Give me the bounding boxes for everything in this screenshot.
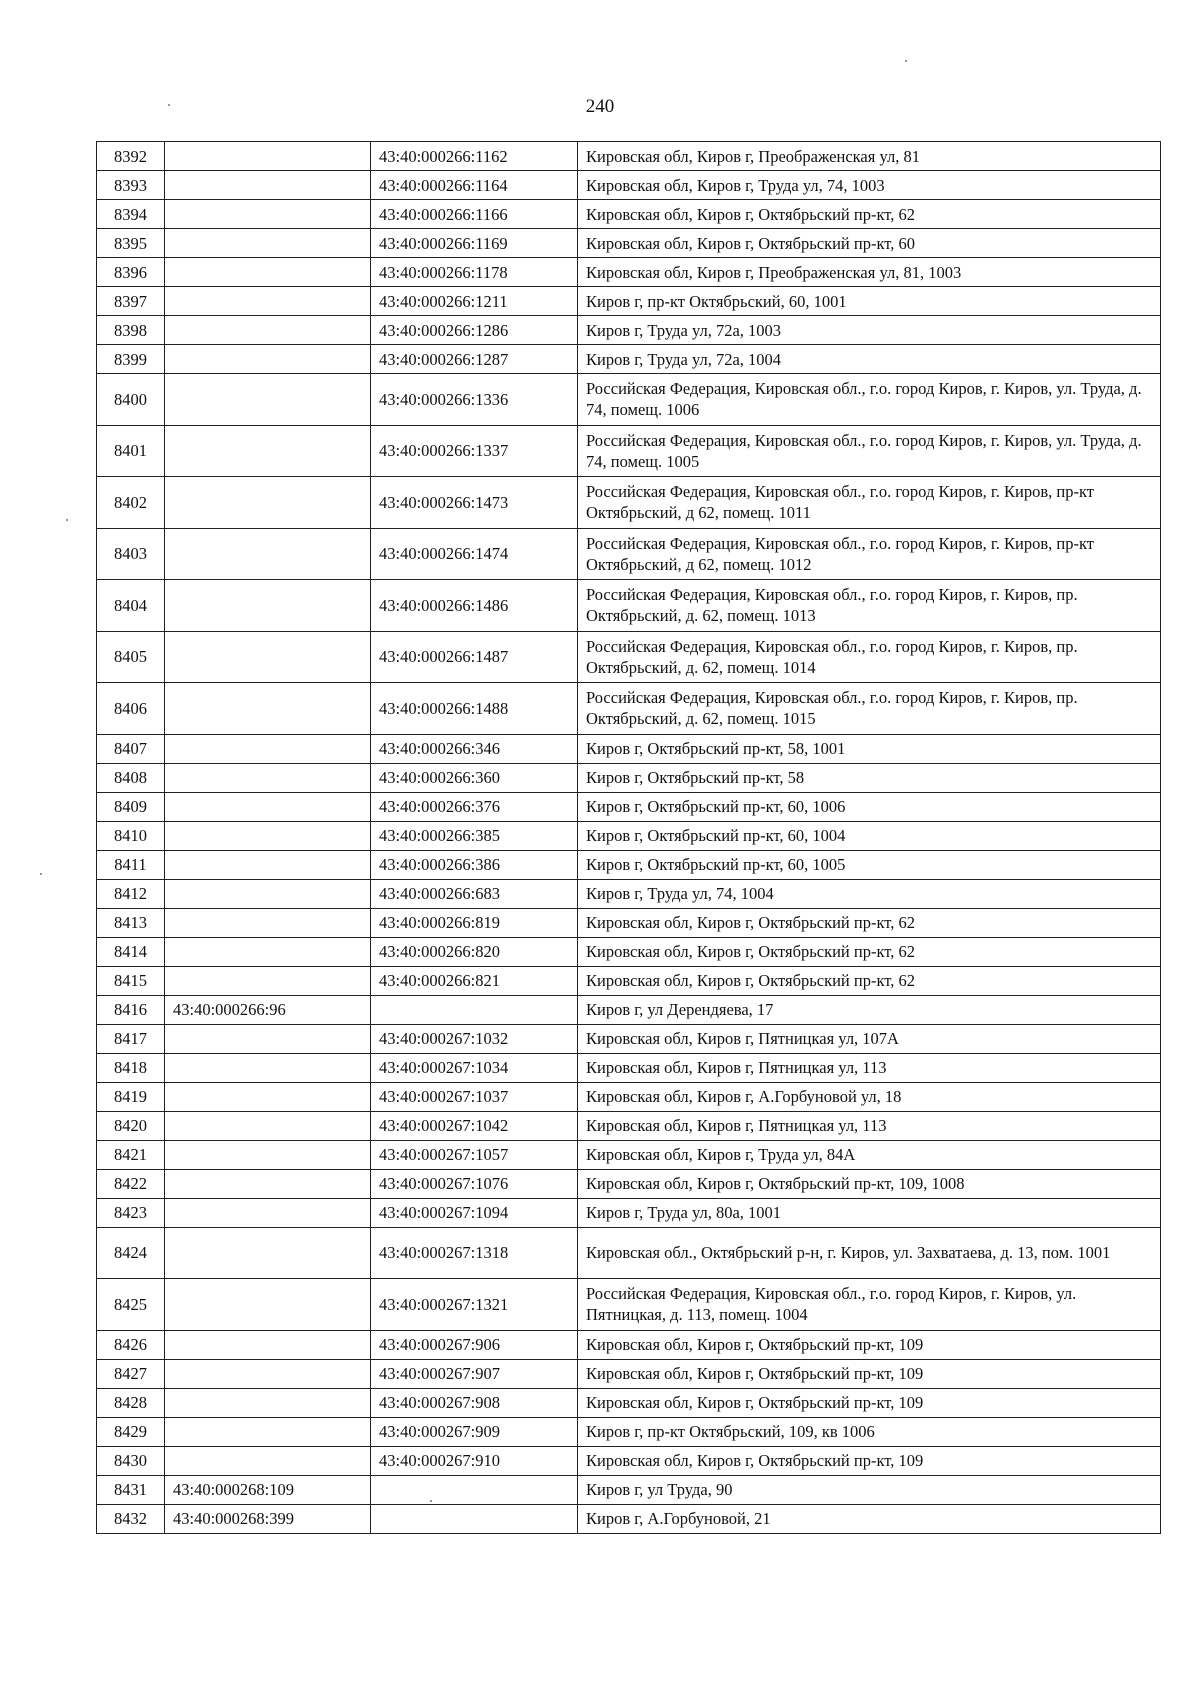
cadastral-number-cell: 43:40:000266:821	[371, 966, 578, 995]
address-cell: Киров г, ул Труда, 90	[578, 1475, 1161, 1504]
table-row	[97, 1475, 1161, 1504]
cadastral-number-cell: 43:40:000267:1318	[371, 1227, 578, 1279]
address-cell: Российская Федерация, Кировская обл., г.о. город Киров, г. Киров, пр. Октябрьский, д. 62, помещ. 1013	[578, 580, 1161, 632]
table-row	[97, 631, 1161, 683]
row-number-cell: 8424	[97, 1227, 165, 1279]
cadastral-number-cell: 43:40:000266:1336	[371, 374, 578, 426]
address-cell: Российская Федерация, Кировская обл., г.о. город Киров, г. Киров, ул. Труда, д. 74, помещ. 1005	[578, 425, 1161, 477]
land-plot-number-cell	[165, 142, 371, 171]
row-number-cell: 8395	[97, 229, 165, 258]
address-cell: Российская Федерация, Кировская обл., г.о. город Киров, г. Киров, ул. Труда, д. 74, помещ. 1006	[578, 374, 1161, 426]
land-plot-number-cell: 43:40:000268:399	[165, 1504, 371, 1533]
row-number-cell: 8418	[97, 1053, 165, 1082]
land-plot-number-cell	[165, 1111, 371, 1140]
row-number-cell: 8410	[97, 821, 165, 850]
table-row	[97, 1169, 1161, 1198]
address-cell: Кировская обл, Киров г, Октябрьский пр-кт, 62	[578, 908, 1161, 937]
cadastral-number-cell: 43:40:000266:1473	[371, 477, 578, 529]
row-number-cell: 8400	[97, 374, 165, 426]
address-cell: Киров г, пр-кт Октябрьский, 60, 1001	[578, 287, 1161, 316]
row-number-cell: 8425	[97, 1279, 165, 1331]
cadastral-number-cell: 43:40:000266:346	[371, 734, 578, 763]
scan-speck	[168, 104, 170, 106]
cadastral-number-cell: 43:40:000266:376	[371, 792, 578, 821]
table-row	[97, 683, 1161, 735]
land-plot-number-cell: 43:40:000268:109	[165, 1475, 371, 1504]
table-row	[97, 908, 1161, 937]
table-row	[97, 1359, 1161, 1388]
table-row	[97, 1417, 1161, 1446]
table-row	[97, 200, 1161, 229]
row-number-cell: 8421	[97, 1140, 165, 1169]
land-plot-number-cell	[165, 580, 371, 632]
cadastral-number-cell: 43:40:000266:1211	[371, 287, 578, 316]
land-plot-number-cell	[165, 879, 371, 908]
land-plot-number-cell	[165, 821, 371, 850]
land-plot-number-cell	[165, 631, 371, 683]
cadastral-number-cell: 43:40:000266:1486	[371, 580, 578, 632]
address-cell: Кировская обл, Киров г, Октябрьский пр-кт, 109, 1008	[578, 1169, 1161, 1198]
cadastral-number-cell: 43:40:000266:1474	[371, 528, 578, 580]
cadastral-number-cell: 43:40:000267:1032	[371, 1024, 578, 1053]
table-row	[97, 734, 1161, 763]
address-cell: Кировская обл, Киров г, А.Горбуновой ул, 18	[578, 1082, 1161, 1111]
scan-speck	[905, 60, 907, 62]
cadastral-number-cell: 43:40:000267:1042	[371, 1111, 578, 1140]
address-cell: Киров г, Октябрьский пр-кт, 60, 1006	[578, 792, 1161, 821]
address-cell: Киров г, Октябрьский пр-кт, 60, 1005	[578, 850, 1161, 879]
land-plot-number-cell	[165, 528, 371, 580]
address-cell: Киров г, Труда ул, 72а, 1004	[578, 345, 1161, 374]
table-row	[97, 1140, 1161, 1169]
cadastral-number-cell: 43:40:000266:1164	[371, 171, 578, 200]
land-plot-number-cell	[165, 1330, 371, 1359]
address-cell: Кировская обл, Киров г, Октябрьский пр-кт, 60	[578, 229, 1161, 258]
cadastral-number-cell: 43:40:000266:1162	[371, 142, 578, 171]
row-number-cell: 8392	[97, 142, 165, 171]
row-number-cell: 8394	[97, 200, 165, 229]
address-cell: Киров г, Октябрьский пр-кт, 60, 1004	[578, 821, 1161, 850]
address-cell: Кировская обл, Киров г, Октябрьский пр-кт, 62	[578, 937, 1161, 966]
cadastral-number-cell: 43:40:000266:360	[371, 763, 578, 792]
table-row	[97, 258, 1161, 287]
land-plot-number-cell	[165, 763, 371, 792]
row-number-cell: 8423	[97, 1198, 165, 1227]
address-cell: Киров г, ул Дерендяева, 17	[578, 995, 1161, 1024]
table-row	[97, 1388, 1161, 1417]
land-plot-number-cell	[165, 1227, 371, 1279]
cadastral-number-cell: 43:40:000267:1076	[371, 1169, 578, 1198]
address-cell: Кировская обл, Киров г, Пятницкая ул, 113	[578, 1053, 1161, 1082]
row-number-cell: 8396	[97, 258, 165, 287]
row-number-cell: 8412	[97, 879, 165, 908]
land-plot-number-cell	[165, 908, 371, 937]
row-number-cell: 8413	[97, 908, 165, 937]
cadastral-number-cell: 43:40:000266:1178	[371, 258, 578, 287]
cadastral-number-cell: 43:40:000267:908	[371, 1388, 578, 1417]
address-cell: Кировская обл, Киров г, Преображенская ул, 81, 1003	[578, 258, 1161, 287]
row-number-cell: 8426	[97, 1330, 165, 1359]
row-number-cell: 8414	[97, 937, 165, 966]
cadastral-number-cell: 43:40:000266:1166	[371, 200, 578, 229]
row-number-cell: 8405	[97, 631, 165, 683]
row-number-cell: 8393	[97, 171, 165, 200]
row-number-cell: 8428	[97, 1388, 165, 1417]
table-row	[97, 1227, 1161, 1279]
land-plot-number-cell	[165, 792, 371, 821]
table-row	[97, 425, 1161, 477]
table-row	[97, 1504, 1161, 1533]
row-number-cell: 8397	[97, 287, 165, 316]
cadastral-number-cell: 43:40:000266:385	[371, 821, 578, 850]
land-plot-number-cell	[165, 229, 371, 258]
land-plot-number-cell	[165, 1169, 371, 1198]
address-cell: Киров г, А.Горбуновой, 21	[578, 1504, 1161, 1533]
land-plot-number-cell	[165, 1388, 371, 1417]
table-row	[97, 142, 1161, 171]
cadastral-number-cell: 43:40:000266:386	[371, 850, 578, 879]
row-number-cell: 8403	[97, 528, 165, 580]
address-cell: Кировская обл, Киров г, Октябрьский пр-кт, 109	[578, 1359, 1161, 1388]
cadastral-number-cell: 43:40:000267:1321	[371, 1279, 578, 1331]
land-plot-number-cell	[165, 171, 371, 200]
address-cell: Кировская обл, Киров г, Преображенская ул, 81	[578, 142, 1161, 171]
table-row	[97, 229, 1161, 258]
cadastral-number-cell: 43:40:000266:1286	[371, 316, 578, 345]
land-plot-number-cell	[165, 425, 371, 477]
cadastral-number-cell: 43:40:000266:819	[371, 908, 578, 937]
cadastral-number-cell: 43:40:000266:683	[371, 879, 578, 908]
row-number-cell: 8409	[97, 792, 165, 821]
address-cell: Киров г, Труда ул, 74, 1004	[578, 879, 1161, 908]
cadastral-number-cell: 43:40:000266:1487	[371, 631, 578, 683]
address-cell: Российская Федерация, Кировская обл., г.о. город Киров, г. Киров, ул. Пятницкая, д. 113, помещ. 1004	[578, 1279, 1161, 1331]
land-plot-number-cell	[165, 1198, 371, 1227]
land-plot-number-cell	[165, 850, 371, 879]
land-plot-number-cell	[165, 200, 371, 229]
row-number-cell: 8422	[97, 1169, 165, 1198]
table-row	[97, 966, 1161, 995]
table-row	[97, 1111, 1161, 1140]
land-plot-number-cell	[165, 734, 371, 763]
row-number-cell: 8399	[97, 345, 165, 374]
row-number-cell: 8407	[97, 734, 165, 763]
row-number-cell: 8415	[97, 966, 165, 995]
cadastral-number-cell: 43:40:000267:907	[371, 1359, 578, 1388]
table-row	[97, 1024, 1161, 1053]
address-cell: Российская Федерация, Кировская обл., г.о. город Киров, г. Киров, пр. Октябрьский, д. 62, помещ. 1015	[578, 683, 1161, 735]
row-number-cell: 8411	[97, 850, 165, 879]
table-row	[97, 1053, 1161, 1082]
scan-speck	[66, 519, 68, 521]
land-plot-number-cell	[165, 966, 371, 995]
address-cell: Российская Федерация, Кировская обл., г.о. город Киров, г. Киров, пр. Октябрьский, д. 62, помещ. 1014	[578, 631, 1161, 683]
table-row	[97, 528, 1161, 580]
table-row	[97, 821, 1161, 850]
row-number-cell: 8406	[97, 683, 165, 735]
row-number-cell: 8419	[97, 1082, 165, 1111]
table-row	[97, 879, 1161, 908]
address-cell: Кировская обл, Киров г, Октябрьский пр-кт, 109	[578, 1330, 1161, 1359]
table-row	[97, 763, 1161, 792]
address-cell: Кировская обл, Киров г, Труда ул, 84А	[578, 1140, 1161, 1169]
table-row	[97, 1279, 1161, 1331]
land-plot-number-cell	[165, 1082, 371, 1111]
cadastral-number-cell	[371, 995, 578, 1024]
table-row	[97, 1082, 1161, 1111]
address-cell: Киров г, пр-кт Октябрьский, 109, кв 1006	[578, 1417, 1161, 1446]
cadastral-number-cell: 43:40:000267:1057	[371, 1140, 578, 1169]
land-plot-number-cell	[165, 287, 371, 316]
row-number-cell: 8398	[97, 316, 165, 345]
land-plot-number-cell: 43:40:000266:96	[165, 995, 371, 1024]
table-row	[97, 1330, 1161, 1359]
cadastral-number-cell	[371, 1504, 578, 1533]
land-plot-number-cell	[165, 374, 371, 426]
address-cell: Киров г, Октябрьский пр-кт, 58	[578, 763, 1161, 792]
table-row	[97, 1446, 1161, 1475]
land-plot-number-cell	[165, 1359, 371, 1388]
land-plot-number-cell	[165, 1024, 371, 1053]
row-number-cell: 8416	[97, 995, 165, 1024]
table-row	[97, 171, 1161, 200]
cadastral-number-cell: 43:40:000266:1169	[371, 229, 578, 258]
land-plot-number-cell	[165, 1417, 371, 1446]
address-cell: Кировская обл., Октябрьский р-н, г. Киров, ул. Захватаева, д. 13, пом. 1001	[578, 1227, 1161, 1279]
address-cell: Кировская обл, Киров г, Труда ул, 74, 1003	[578, 171, 1161, 200]
table-row	[97, 374, 1161, 426]
land-plot-number-cell	[165, 316, 371, 345]
address-cell: Кировская обл, Киров г, Октябрьский пр-кт, 109	[578, 1388, 1161, 1417]
table-row	[97, 316, 1161, 345]
land-plot-number-cell	[165, 345, 371, 374]
row-number-cell: 8402	[97, 477, 165, 529]
registry-rows	[97, 142, 1161, 1534]
table-row	[97, 477, 1161, 529]
land-plot-number-cell	[165, 1140, 371, 1169]
address-cell: Кировская обл, Киров г, Пятницкая ул, 113	[578, 1111, 1161, 1140]
cadastral-number-cell: 43:40:000266:820	[371, 937, 578, 966]
table-row	[97, 995, 1161, 1024]
table-row	[97, 792, 1161, 821]
address-cell: Кировская обл, Киров г, Октябрьский пр-кт, 62	[578, 966, 1161, 995]
cadastral-number-cell: 43:40:000267:1037	[371, 1082, 578, 1111]
scan-speck	[40, 873, 42, 875]
row-number-cell: 8417	[97, 1024, 165, 1053]
land-plot-number-cell	[165, 258, 371, 287]
table-row	[97, 287, 1161, 316]
row-number-cell: 8427	[97, 1359, 165, 1388]
row-number-cell: 8431	[97, 1475, 165, 1504]
row-number-cell: 8432	[97, 1504, 165, 1533]
land-plot-number-cell	[165, 1053, 371, 1082]
cadastral-number-cell: 43:40:000267:1094	[371, 1198, 578, 1227]
table-row	[97, 345, 1161, 374]
row-number-cell: 8420	[97, 1111, 165, 1140]
address-cell: Российская Федерация, Кировская обл., г.о. город Киров, г. Киров, пр-кт Октябрьский, д 62, помещ. 1011	[578, 477, 1161, 529]
cadastral-number-cell: 43:40:000267:1034	[371, 1053, 578, 1082]
page-number: 240	[585, 96, 615, 117]
address-cell: Кировская обл, Киров г, Октябрьский пр-кт, 109	[578, 1446, 1161, 1475]
land-plot-number-cell	[165, 1279, 371, 1331]
table-row	[97, 937, 1161, 966]
land-plot-number-cell	[165, 1446, 371, 1475]
cadastral-number-cell: 43:40:000266:1287	[371, 345, 578, 374]
address-cell: Киров г, Труда ул, 72а, 1003	[578, 316, 1161, 345]
address-cell: Кировская обл, Киров г, Октябрьский пр-кт, 62	[578, 200, 1161, 229]
table-row	[97, 580, 1161, 632]
cadastral-number-cell: 43:40:000266:1337	[371, 425, 578, 477]
land-plot-number-cell	[165, 477, 371, 529]
cadastral-number-cell: 43:40:000266:1488	[371, 683, 578, 735]
land-plot-number-cell	[165, 937, 371, 966]
land-plot-number-cell	[165, 683, 371, 735]
property-registry-table	[96, 141, 1161, 1534]
row-number-cell: 8401	[97, 425, 165, 477]
cadastral-number-cell	[371, 1475, 578, 1504]
address-cell: Киров г, Труда ул, 80а, 1001	[578, 1198, 1161, 1227]
row-number-cell: 8404	[97, 580, 165, 632]
row-number-cell: 8408	[97, 763, 165, 792]
row-number-cell: 8430	[97, 1446, 165, 1475]
address-cell: Киров г, Октябрьский пр-кт, 58, 1001	[578, 734, 1161, 763]
table-row	[97, 1198, 1161, 1227]
row-number-cell: 8429	[97, 1417, 165, 1446]
cadastral-number-cell: 43:40:000267:909	[371, 1417, 578, 1446]
address-cell: Кировская обл, Киров г, Пятницкая ул, 107А	[578, 1024, 1161, 1053]
table-row	[97, 850, 1161, 879]
cadastral-number-cell: 43:40:000267:906	[371, 1330, 578, 1359]
cadastral-number-cell: 43:40:000267:910	[371, 1446, 578, 1475]
address-cell: Российская Федерация, Кировская обл., г.о. город Киров, г. Киров, пр-кт Октябрьский, д 62, помещ. 1012	[578, 528, 1161, 580]
